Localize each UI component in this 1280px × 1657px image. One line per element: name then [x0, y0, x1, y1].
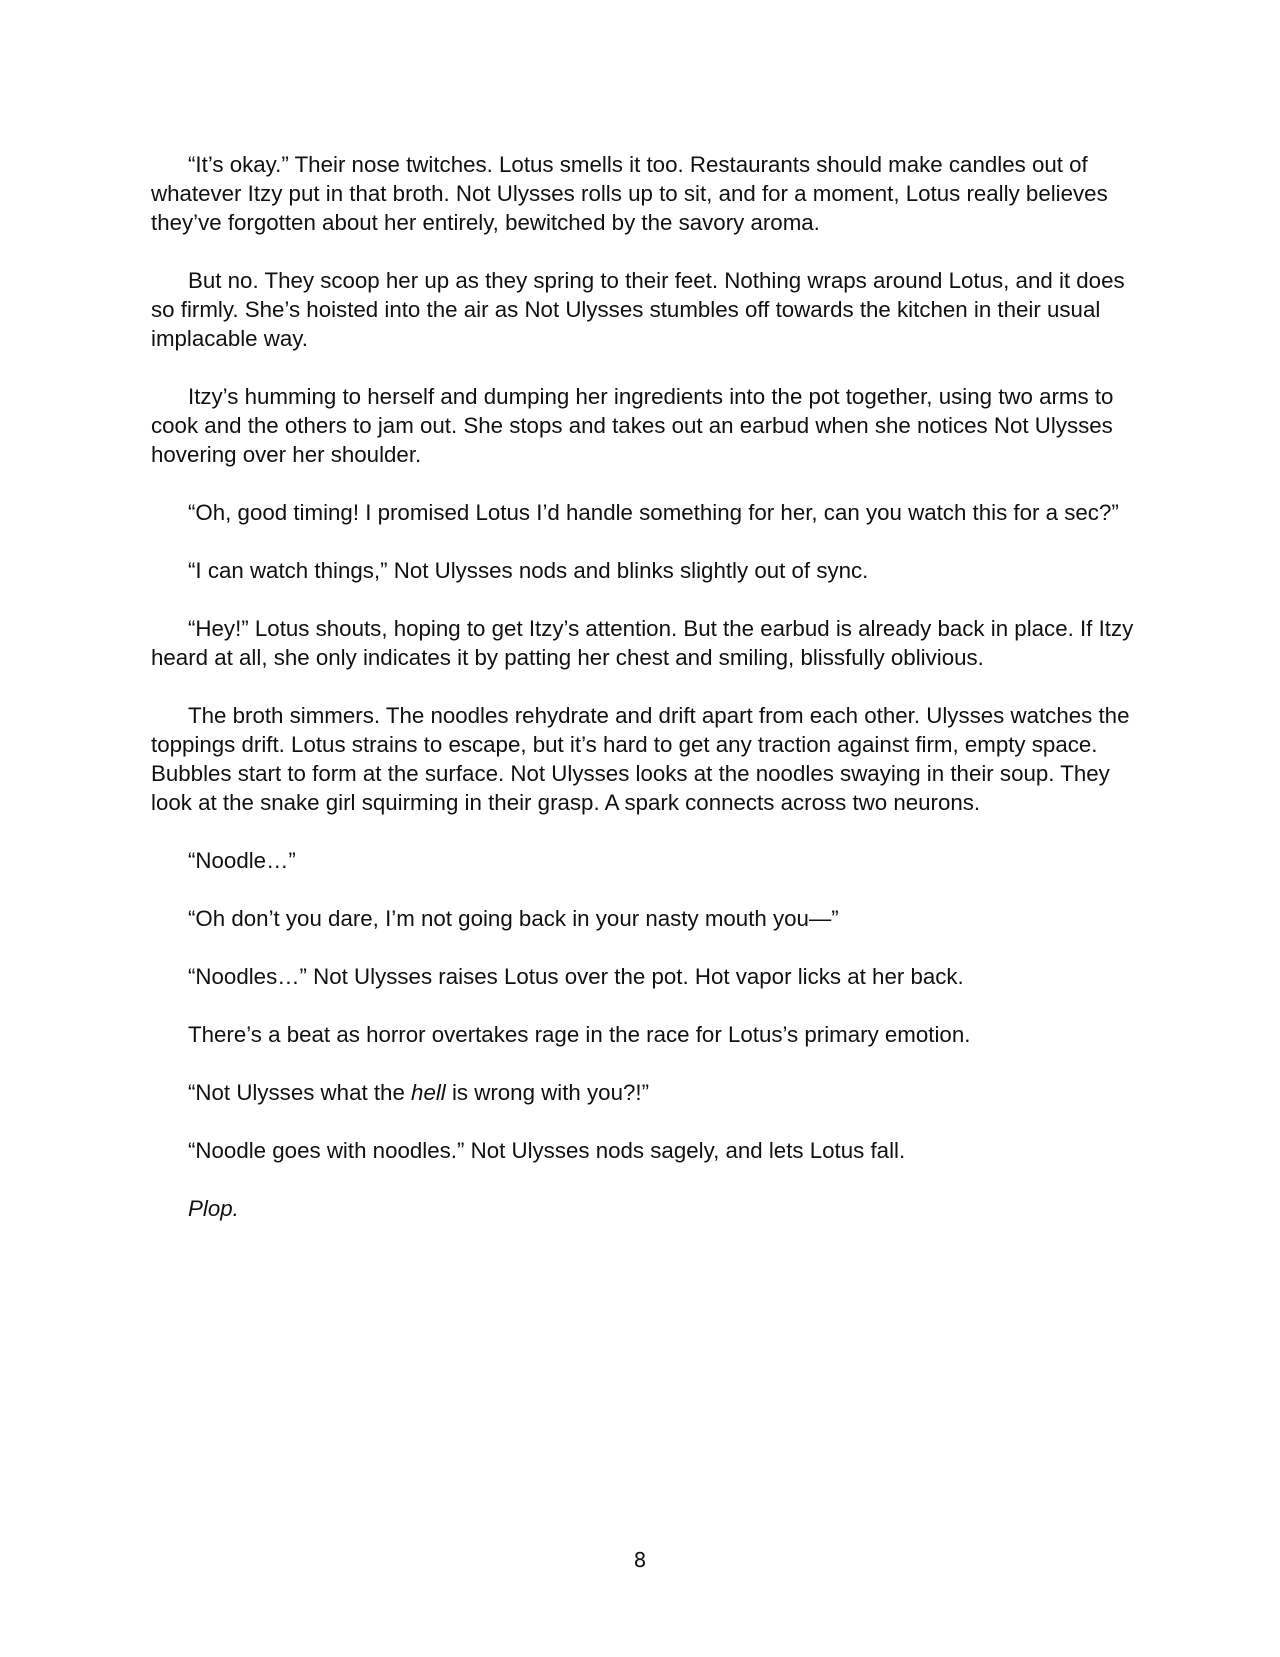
- body-text: [151, 150, 1136, 1252]
- paragraph: “Noodle…”: [188, 848, 296, 873]
- paragraph: [151, 1194, 1136, 1223]
- emphasized-word: hell: [411, 1080, 446, 1105]
- paragraph: Itzy’s humming to herself and dumping her ingredients into the pot together, using two arms to cook and the others to jam out. She stops and takes out an earbud when she notices Not Ulysses hovering over her shoulder.: [151, 384, 1114, 467]
- paragraph: “I can watch things,” Not Ulysses nods and blinks slightly out of sync.: [188, 558, 869, 583]
- paragraph: “Oh, good timing! I promised Lotus I’d handle something for her, can you watch this for a sec?”: [188, 500, 1119, 525]
- paragraph: “Hey!” Lotus shouts, hoping to get Itzy’s attention. But the earbud is already back in place. If Itzy heard at all, she only indicates it by patting her chest and smiling, blissfully oblivious.: [151, 616, 1134, 670]
- paragraph-text: “Not Ulysses what the: [188, 1080, 412, 1105]
- paragraph: “It’s okay.” Their nose twitches. Lotus smells it too. Restaurants should make candles out of whatever Itzy put in that broth. Not Ulysses rolls up to sit, and for a moment, Lotus really believes they’ve forgotten about her entirely, bewitched by the savory aroma.: [151, 152, 1108, 235]
- page-number: 8: [633, 1548, 647, 1572]
- paragraph: The broth simmers. The noodles rehydrate and drift apart from each other. Ulysses watches the toppings drift. Lotus strains to escape, but it’s hard to get any traction against firm, empty space. Bubbles start to form at the surface. Not Ulysses looks at the noodles swaying in their soup. They look at the snake girl squirming in their grasp. A spark connects across two neurons.: [151, 703, 1130, 815]
- emphasized-word: Plop.: [188, 1196, 239, 1221]
- paragraph: [151, 1078, 1136, 1107]
- paragraph: But no. They scoop her up as they spring to their feet. Nothing wraps around Lotus, and it does so firmly. She’s hoisted into the air as Not Ulysses stumbles off towards the kitchen in their usual implacable way.: [151, 268, 1125, 351]
- paragraph: There’s a beat as horror overtakes rage in the race for Lotus’s primary emotion.: [188, 1022, 971, 1047]
- paragraph: “Noodles…” Not Ulysses raises Lotus over the pot. Hot vapor licks at her back.: [188, 964, 964, 989]
- paragraph: “Oh don’t you dare, I’m not going back in your nasty mouth you—”: [188, 906, 839, 931]
- paragraph: “Noodle goes with noodles.” Not Ulysses nods sagely, and lets Lotus fall.: [188, 1138, 906, 1163]
- paragraph-text: is wrong with you?!”: [445, 1080, 649, 1105]
